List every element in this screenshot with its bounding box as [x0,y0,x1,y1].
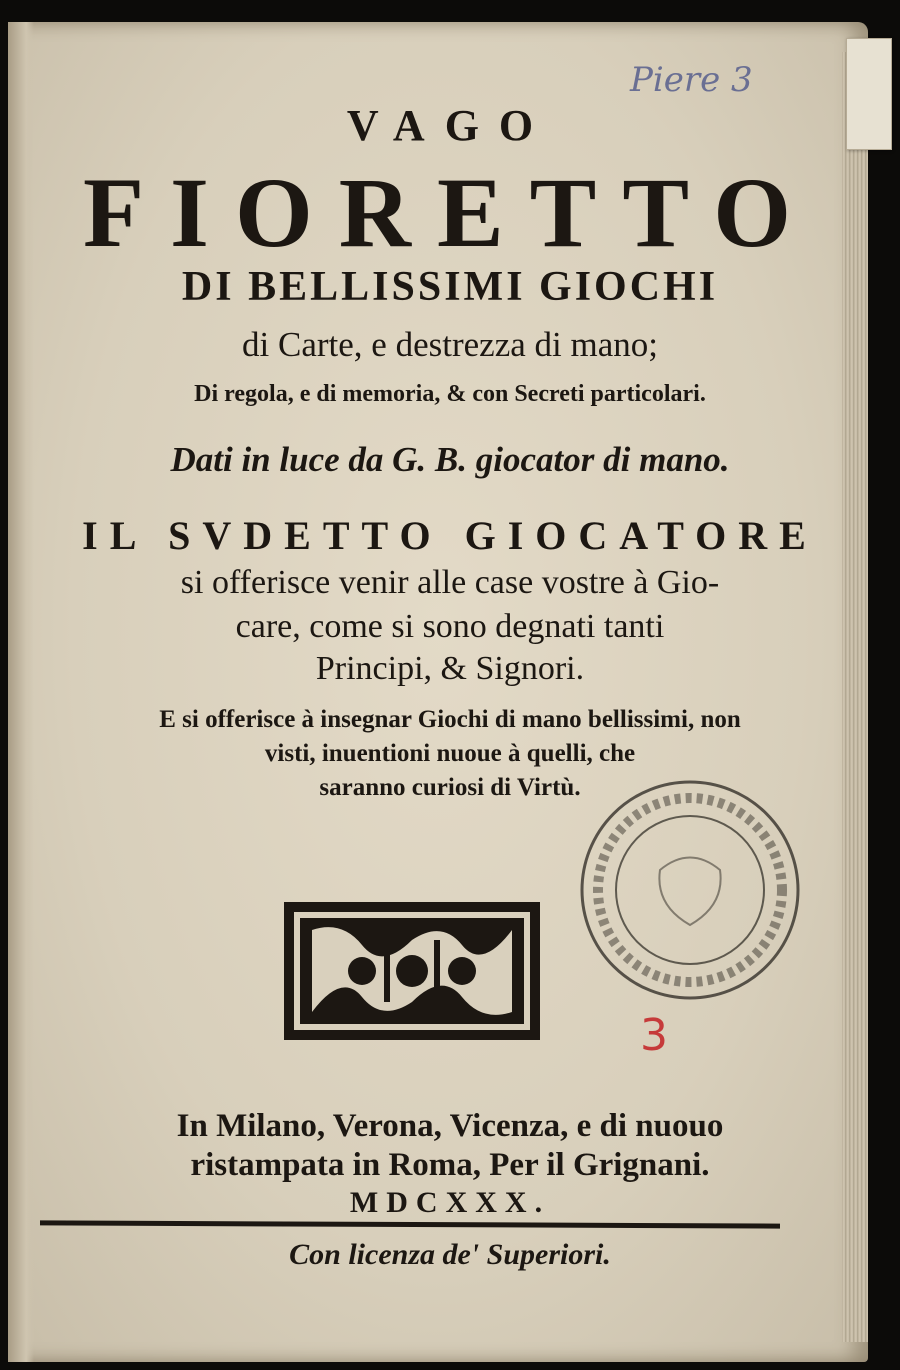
title-line-fioretto: FIORETTO [82,157,818,268]
imprint-line-2: ristampata in Roma, Per il Grignani. [190,1147,710,1183]
offer-line-3: saranno curiosi di Virtù. [319,774,581,801]
imprint-year: MDCXXX. [349,1186,551,1219]
offer-line-1: E si offerisce à insegnar Giochi di mano bellissimi, non [159,706,741,733]
subtitle-line: DI BELLISSIMI GIOCHI [181,264,719,310]
pencil-annotation: Piere 3 [630,60,753,100]
body-line-3: Principi, & Signori. [315,650,585,687]
section-heading: IL SVDETTO GIOCATORE [82,513,818,558]
title-line-vago: VAGO [346,101,554,150]
imprint-line-1: In Milano, Verona, Vicenza, e di nuouo [176,1108,724,1144]
license-line: Con licenza de' Superiori. [289,1238,611,1271]
author-line: Dati in luce da G. B. giocator di mano. [170,440,730,479]
subtitle-line-3: Di regola, e di memoria, & con Secreti particolari. [194,381,706,407]
red-number-annotation: 3 [640,1010,668,1061]
subtitle-line-2: di Carte, e destrezza di mano; [242,325,658,364]
library-stamp-icon [575,775,805,1005]
body-line-2: care, come si sono degnati tanti [235,608,665,645]
printer-ornament-icon [282,900,542,1042]
offer-line-2: visti, inuentioni nuoue à quelli, che [264,740,636,767]
body-line-1: si offerisce venir alle case vostre à Gio- [180,564,720,601]
